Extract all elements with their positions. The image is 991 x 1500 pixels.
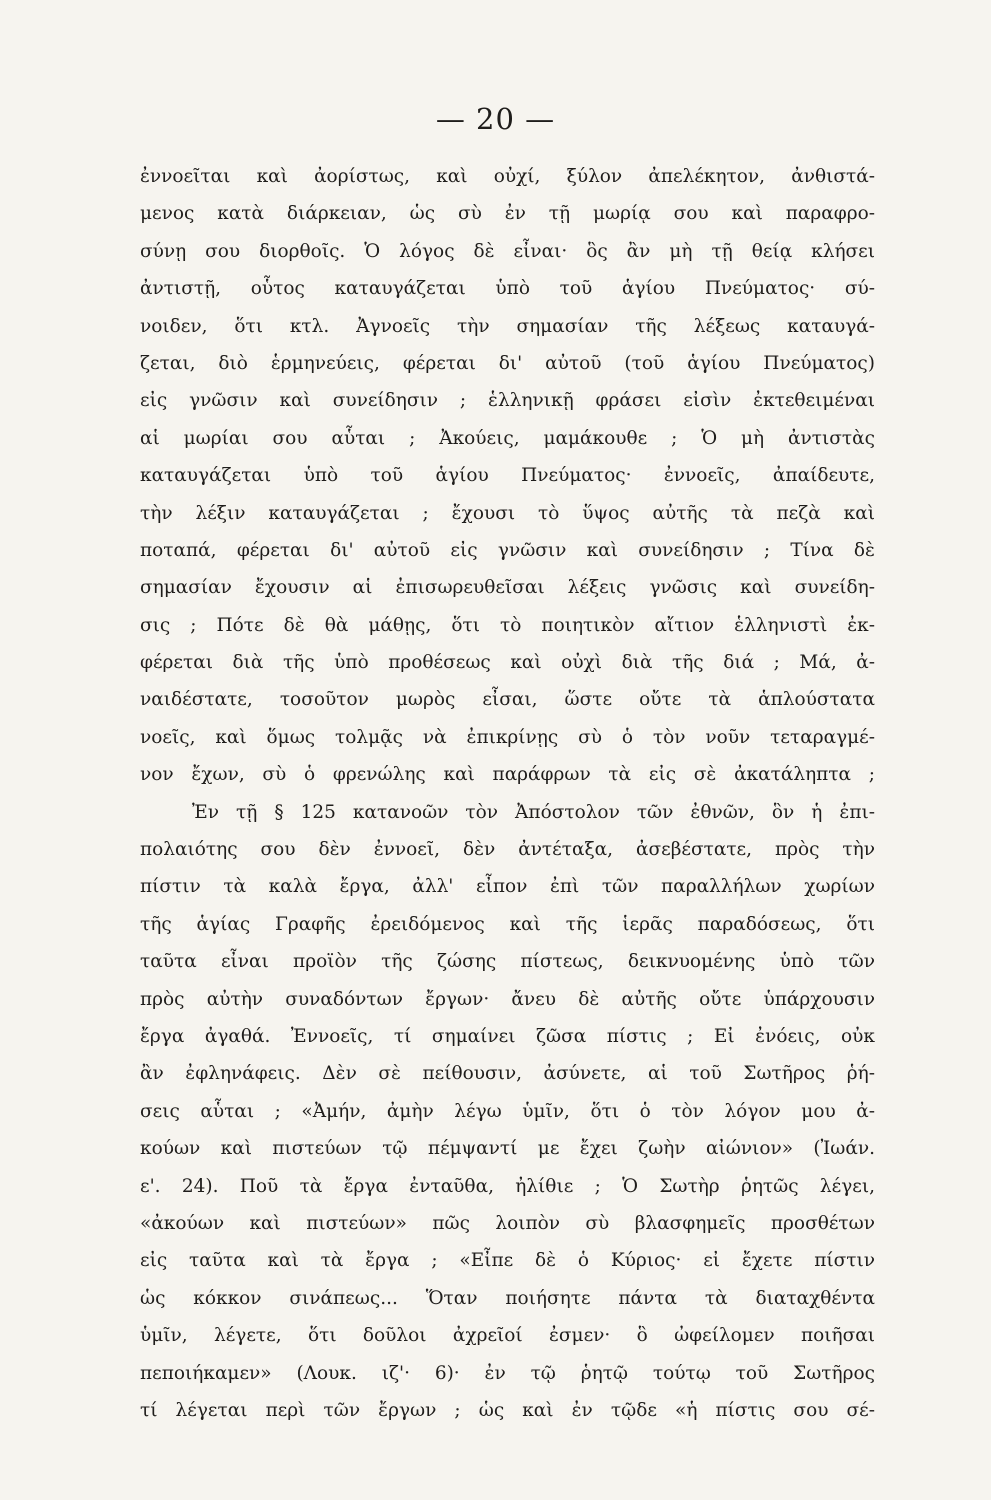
- text-line: κούων καὶ πιστεύων τῷ πέμψαντί με ἔχει ζωὴν αἰώνιον» (Ἰωάν.: [140, 1138, 875, 1160]
- page-number: — 20 —: [435, 102, 556, 136]
- text-line: σεις αὗται ; «Ἀμήν, ἀμὴν λέγω ὑμῖν, ὅτι ὁ τὸν λόγον μου ἀ-: [140, 1100, 875, 1122]
- text-line: ὡς κόκκον σινάπεως... Ὅταν ποιήσητε πάντα τὰ διαταχθέντα: [140, 1287, 875, 1309]
- text-line: ζεται, διὸ ἑρμηνεύεις, φέρεται δι' αὐτοῦ (τοῦ ἁγίου Πνεύματος): [140, 352, 875, 374]
- text-line: «ἀκούων καὶ πιστεύων» πῶς λοιπὸν σὺ βλασφημεῖς προσθέτων: [140, 1212, 875, 1234]
- text-line: ποταπά, φέρεται δι' αὐτοῦ εἰς γνῶσιν καὶ συνείδησιν ; Τίνα δὲ: [140, 539, 875, 561]
- text-line: νοιδεν, ὅτι κτλ. Ἀγνοεῖς τὴν σημασίαν τῆς λέξεως καταυγά-: [140, 315, 875, 337]
- body-text: [140, 158, 875, 1429]
- text-line: ἐννοεῖται καὶ ἀορίστως, καὶ οὐχί, ξύλον ἀπελέκητον, ἀνθιστά-: [140, 166, 875, 187]
- text-line: σημασίαν ἔχουσιν αἱ ἐπισωρευθεῖσαι λέξεις γνῶσις καὶ συνείδη-: [140, 577, 875, 599]
- text-line: νοεῖς, καὶ ὅμως τολμᾷς νὰ ἐπικρίνῃς σὺ ὁ τὸν νοῦν τεταραγμέ-: [140, 726, 875, 748]
- text-line: πίστιν τὰ καλὰ ἔργα, ἀλλ' εἶπον ἐπὶ τῶν παραλλήλων χωρίων: [140, 876, 875, 898]
- text-line: ε'. 24). Ποῦ τὰ ἔργα ἐνταῦθα, ἠλίθιε ; Ὁ Σωτὴρ ῥητῶς λέγει,: [140, 1175, 875, 1197]
- text-line: ἂν ἐφληνάφεις. Δὲν σὲ πείθουσιν, ἀσύνετε, αἱ τοῦ Σωτῆρος ῥή-: [140, 1063, 875, 1085]
- text-line: μενος κατὰ διάρκειαν, ὡς σὺ ἐν τῇ μωρίᾳ σου καὶ παραφρο-: [140, 203, 875, 225]
- text-line: τὴν λέξιν καταυγάζεται ; ἔχουσι τὸ ὕψος αὐτῆς τὰ πεζὰ καὶ: [140, 502, 875, 524]
- text-line: ὑμῖν, λέγετε, ὅτι δοῦλοι ἀχρεῖοί ἐσμεν· ὃ ὠφείλομεν ποιῆσαι: [140, 1325, 875, 1347]
- text-line: τῆς ἁγίας Γραφῆς ἐρειδόμενος καὶ τῆς ἱερᾶς παραδόσεως, ὅτι: [140, 913, 875, 935]
- text-line: σύνῃ σου διορθοῖς. Ὁ λόγος δὲ εἶναι· ὃς ἂν μὴ τῇ θείᾳ κλήσει: [140, 240, 875, 262]
- text-line: αἱ μωρίαι σου αὗται ; Ἀκούεις, μαμάκουθε ; Ὁ μὴ ἀντιστὰς: [140, 427, 875, 449]
- text-line: πρὸς αὐτὴν συναδόντων ἔργων· ἄνευ δὲ αὐτῆς οὔτε ὑπάρχουσιν: [140, 988, 875, 1010]
- text-line: πεποιήκαμεν» (Λουκ. ιζ'· 6)· ἐν τῷ ῥητῷ τούτῳ τοῦ Σωτῆρος: [140, 1362, 875, 1384]
- text-line: πολαιότης σου δὲν ἐννοεῖ, δὲν ἀντέταξα, ἀσεβέστατε, πρὸς τὴν: [140, 839, 875, 861]
- text-line: καταυγάζεται ὑπὸ τοῦ ἁγίου Πνεύματος· ἐννοεῖς, ἀπαίδευτε,: [140, 465, 875, 487]
- text-line: φέρεται διὰ τῆς ὑπὸ προθέσεως καὶ οὐχὶ διὰ τῆς διά ; Μά, ἀ-: [140, 652, 875, 674]
- text-line: ταῦτα εἶναι προϊὸν τῆς ζώσης πίστεως, δεικνυομένης ὑπὸ τῶν: [140, 951, 875, 973]
- text-line: εἰς ταῦτα καὶ τὰ ἔργα ; «Εἶπε δὲ ὁ Κύριος· εἰ ἔχετε πίστιν: [140, 1250, 875, 1272]
- text-line: ἔργα ἀγαθά. Ἐννοεῖς, τί σημαίνει ζῶσα πίστις ; Εἰ ἐνόεις, οὐκ: [140, 1025, 875, 1047]
- text-line: ναιδέστατε, τοσοῦτον μωρὸς εἶσαι, ὥστε οὔτε τὰ ἁπλούστατα: [140, 689, 875, 711]
- text-line: εἰς γνῶσιν καὶ συνείδησιν ; ἑλληνικῇ φράσει εἰσὶν ἐκτεθειμέναι: [140, 390, 875, 412]
- text-line: τί λέγεται περὶ τῶν ἔργων ; ὡς καὶ ἐν τῷδε «ἡ πίστις σου σέ-: [140, 1399, 875, 1421]
- text-line: νον ἔχων, σὺ ὁ φρενώλης καὶ παράφρων τὰ εἰς σὲ ἀκατάληπτα ;: [140, 764, 875, 786]
- text-line: ἀντιστῇ, οὗτος καταυγάζεται ὑπὸ τοῦ ἁγίου Πνεύματος· σύ-: [140, 278, 875, 300]
- text-line: σις ; Πότε δὲ θὰ μάθῃς, ὅτι τὸ ποιητικὸν αἴτιον ἑλληνιστὶ ἐκ-: [140, 614, 875, 636]
- text-line-paragraph-start: Ἐν τῇ § 125 κατανοῶν τὸν Ἀπόστολον τῶν ἐθνῶν, ὃν ἡ ἐπι-: [192, 801, 875, 823]
